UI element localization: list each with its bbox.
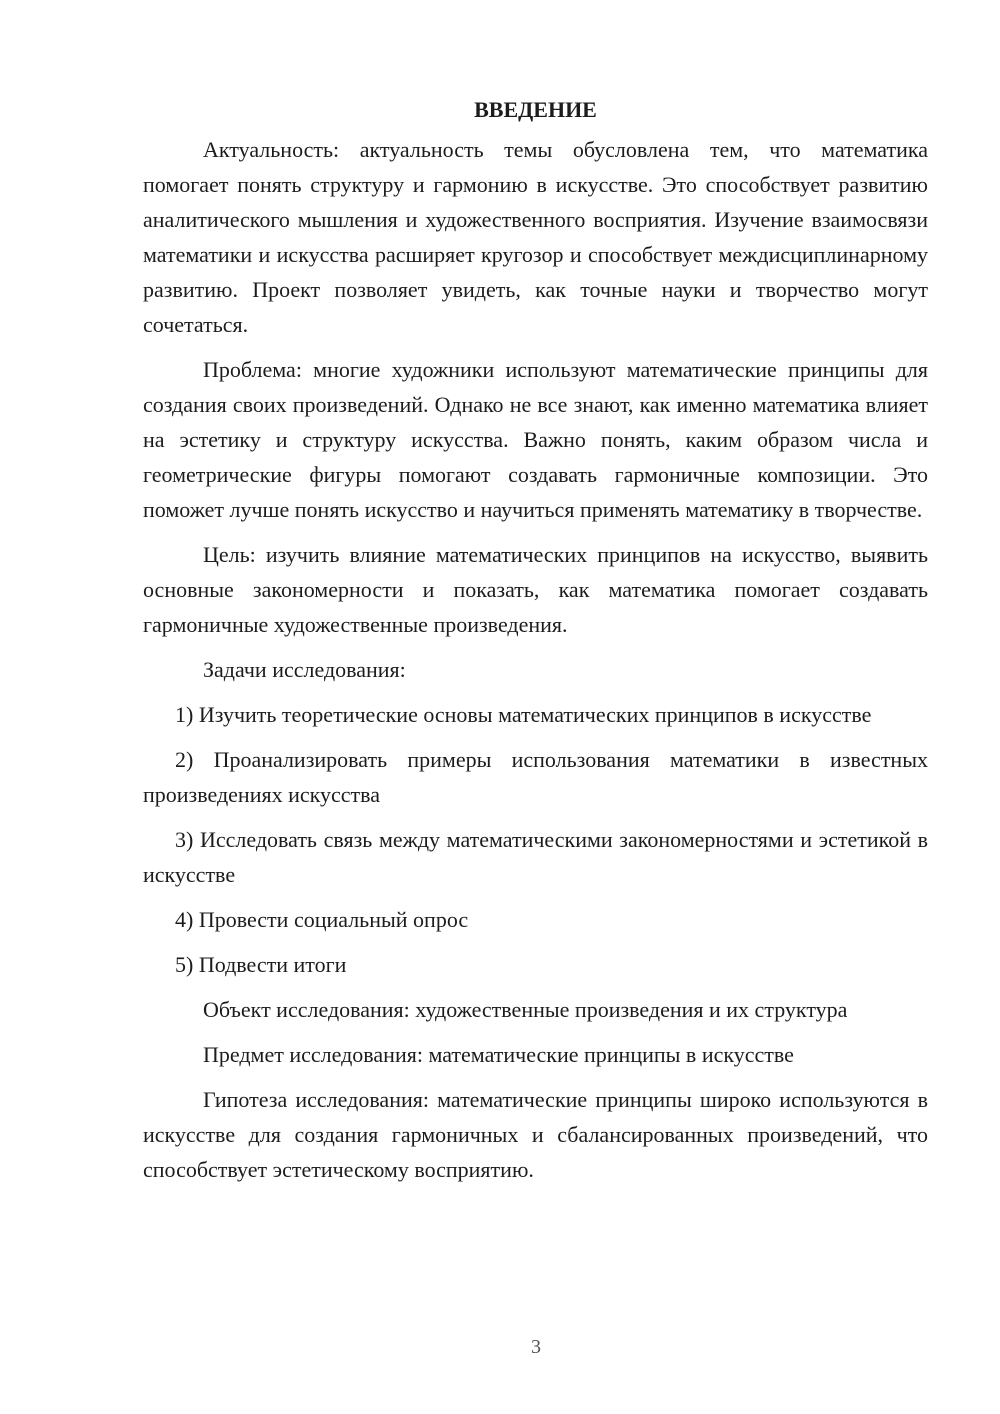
object-paragraph: Объект исследования: художественные произведения и их структура [203,997,848,1022]
page-content [143,92,928,1197]
task-item: 4) Провести социальный опрос [175,907,469,932]
page-title: ВВЕДЕНИЕ [474,97,597,122]
task-item: 2) Проанализировать примеры использования математики в известных произведениях искусства [143,747,928,807]
problem-paragraph: Проблема: многие художники используют математические принципы для создания своих произведений. Однако не все знают, как именно математика влияет на эстетику и структуру искусства. Важно понять, каким образом числа и геометрические фигуры помогают создавать гармоничные композиции. Это поможет лучше понять искусство и научиться применять математику в творчестве. [143,357,928,522]
task-item: 3) Исследовать связь между математическими закономерностями и эстетикой в искусстве [143,827,928,887]
goal-paragraph: Цель: изучить влияние математических принципов на искусство, выявить основные закономерности и показать, как математика помогает создавать гармоничные художественные произведения. [143,542,928,637]
hypothesis-paragraph: Гипотеза исследования: математические принципы широко используются в искусстве для создания гармоничных и сбалансированных произведений, что способствует эстетическому восприятию. [143,1087,928,1182]
page-number: 3 [531,1336,541,1358]
relevance-paragraph: Актуальность: актуальность темы обусловлена тем, что математика помогает понять структуру и гармонию в искусстве. Это способствует развитию аналитического мышления и художественного восприятия. Изучение взаимосвязи математики и искусства расширяет кругозор и способствует междисциплинарному развитию. Проект позволяет увидеть, как точные науки и творчество могут сочетаться. [143,137,928,337]
subject-paragraph: Предмет исследования: математические принципы в искусстве [203,1042,794,1067]
tasks-heading: Задачи исследования: [203,657,406,682]
task-item: 5) Подвести итоги [175,952,347,977]
task-item: 1) Изучить теоретические основы математических принципов в искусстве [175,702,872,727]
